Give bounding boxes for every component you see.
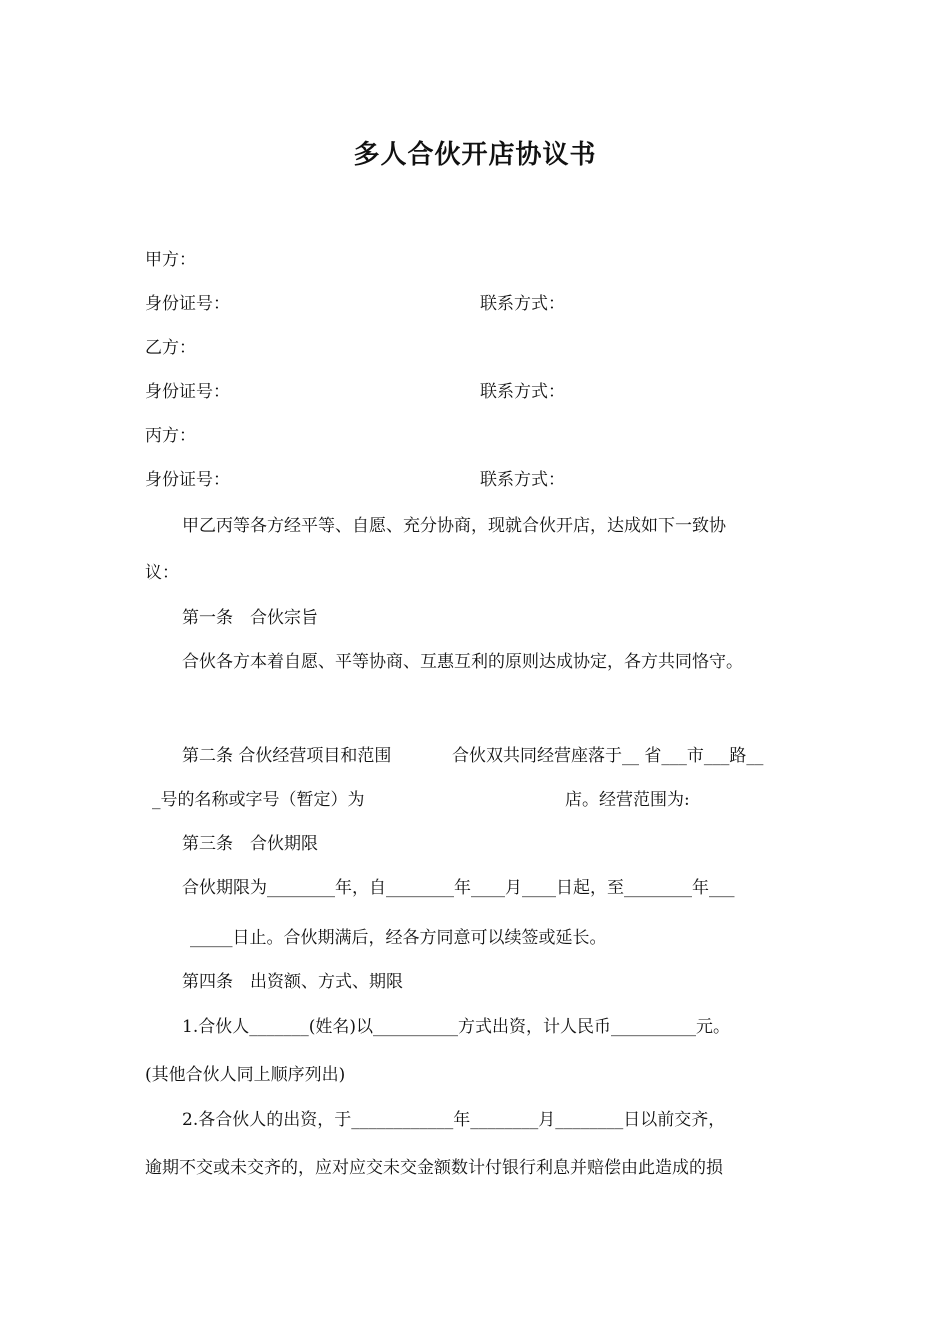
intro-paragraph-line-1: 甲乙丙等各方经平等、自愿、充分协商，现就合伙开店，达成如下一致协 [182,516,726,536]
article-3-body-line-2: _____日止。合伙期满后，经各方同意可以续签或延长。 [190,928,607,948]
party-c-label: 丙方： [145,426,196,446]
party-b-id-label: 身份证号： [145,382,230,402]
article-1-body: 合伙各方本着自愿、平等协商、互惠互利的原则达成协定，各方共同恪守。 [182,652,743,672]
article-2-body-line-2b: 店。经营范围为: [565,790,690,810]
article-4-title: 第四条 出资额、方式、期限 [182,972,403,992]
article-2-title: 第二条 合伙经营项目和范围 [182,746,392,766]
party-c-id-label: 身份证号： [145,470,230,490]
article-4-item-2-line-2: 逾期不交或未交齐的，应对应交未交金额数计付银行利息并赔偿由此造成的损 [145,1158,723,1178]
article-2-body-line-2a: _号的名称或字号（暂定）为 [152,790,365,810]
article-4-item-2-line-1: 2.各合伙人的出资，于____________年________月________日以前交齐， [182,1110,726,1130]
party-a-contact-label: 联系方式： [480,294,565,314]
party-c-contact-label: 联系方式： [480,470,565,490]
article-3-body-line-1: 合伙期限为________年，自________年____月____日起，至________年___ [182,878,735,898]
party-b-label: 乙方： [145,338,196,358]
article-2-body-line-1: 合伙双共同经营座落于__ 省___市___路__ [452,746,764,766]
article-4-note: (其他合伙人同上顺序列出) [145,1065,346,1085]
article-1-title: 第一条 合伙宗旨 [182,608,318,628]
party-a-label: 甲方： [145,250,196,270]
intro-paragraph-line-2: 议： [145,563,179,583]
document-title: 多人合伙开店协议书 [353,140,597,170]
article-3-title: 第三条 合伙期限 [182,834,318,854]
party-a-id-label: 身份证号： [145,294,230,314]
article-4-item-1: 1.合伙人_______(姓名)以__________方式出资，计人民币__________元。 [182,1017,730,1037]
party-b-contact-label: 联系方式： [480,382,565,402]
